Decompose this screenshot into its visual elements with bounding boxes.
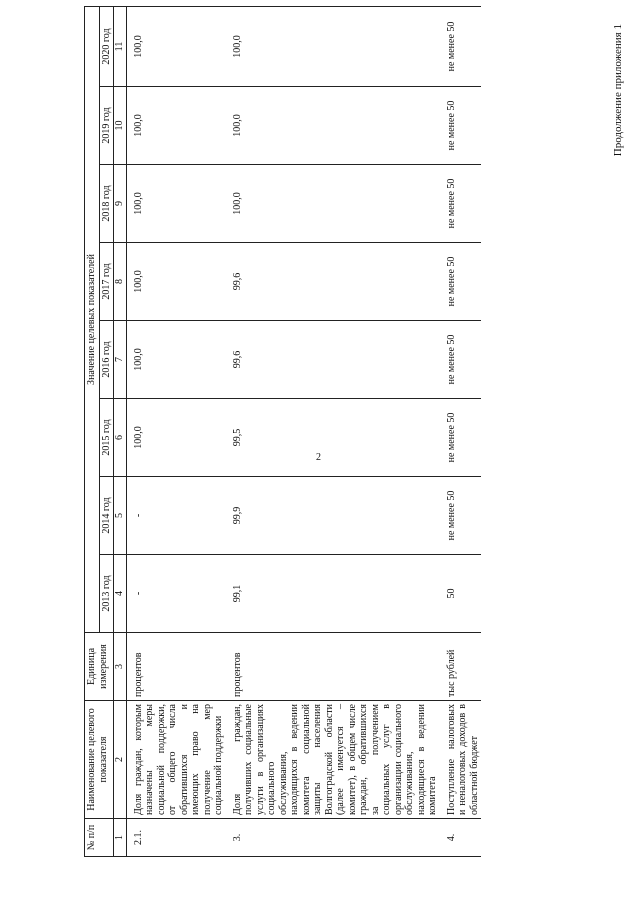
row-value: 100,0 [126,87,226,165]
row-value: 99,6 [226,321,440,399]
header-year: 2018 год [99,165,114,243]
row-unit: тыс рублей [440,633,482,701]
header-name: Наименование целевого показателя [85,701,114,819]
row-value: 100,0 [126,6,226,86]
row-value: 99,6 [226,243,440,321]
header-year: 2014 год [99,477,114,555]
row-value: 100,0 [126,243,226,321]
continuation-label: Продолжение приложения 1 [612,24,624,157]
header-year: 2017 год [99,243,114,321]
row-value: не менее 50 [440,165,482,243]
row-value: 100,0 [226,6,440,86]
row-number: 2.1. [126,819,226,857]
row-unit: процентов [226,633,440,701]
column-number: 7 [114,321,127,399]
table-row [126,6,226,856]
column-number: 1 [114,819,127,857]
column-number: 8 [114,243,127,321]
row-value: 100,0 [126,321,226,399]
column-number: 6 [114,399,127,477]
column-number: 4 [114,555,127,633]
table-row [440,6,482,856]
header-row-top [85,6,100,856]
row-unit: процентов [126,633,226,701]
row-value: не менее 50 [440,399,482,477]
column-number: 3 [114,633,127,701]
row-value: 100,0 [126,165,226,243]
row-value: 99,5 [226,399,440,477]
table-row [226,6,440,856]
header-unit: Единица измерения [85,633,114,701]
column-number: 11 [114,6,127,86]
row-value: не менее 50 [440,477,482,555]
row-number: 4. [440,819,482,857]
column-number: 9 [114,165,127,243]
row-value: не менее 50 [440,321,482,399]
column-number-row [114,6,127,856]
column-number: 10 [114,87,127,165]
row-value: 100,0 [226,87,440,165]
row-value: не менее 50 [440,243,482,321]
row-value: 100,0 [226,165,440,243]
row-indicator-name: Доля граждан, получивших социальные услуги в организациях социального обслуживания, находящихся в ведении комитета социальной защиты населения Волгоградской области (далее именуется – комитет), в общем числе граждан, обратившихся за получением социальных услуг в организации социального обслуживания, находящиеся в ведении комитета [226,701,440,819]
row-value: - [126,477,226,555]
column-number: 5 [114,477,127,555]
header-number: № п/п [85,819,114,857]
header-year: 2013 год [99,555,114,633]
column-number: 2 [114,701,127,819]
row-indicator-name: Поступление налоговых и неналоговых доходов в областной бюджет [440,701,482,819]
row-number: 3. [226,819,440,857]
indicator-table [84,6,481,857]
row-value: 99,1 [226,555,440,633]
header-year: 2020 год [99,6,114,86]
header-year: 2019 год [99,87,114,165]
row-value: - [126,555,226,633]
header-year: 2015 год [99,399,114,477]
row-value: не менее 50 [440,87,482,165]
row-value: не менее 50 [440,6,482,86]
row-value: 100,0 [126,399,226,477]
header-year: 2016 год [99,321,114,399]
header-values-group: Значение целевых показателей [85,6,100,632]
page-number: 2 [316,452,321,463]
row-value: 99,9 [226,477,440,555]
row-indicator-name: Доля граждан, которым назначены меры социальной поддержки, от общего числа обратившихся и имеющих право на получение мер социальной поддержки [126,701,226,819]
row-value: 50 [440,555,482,633]
